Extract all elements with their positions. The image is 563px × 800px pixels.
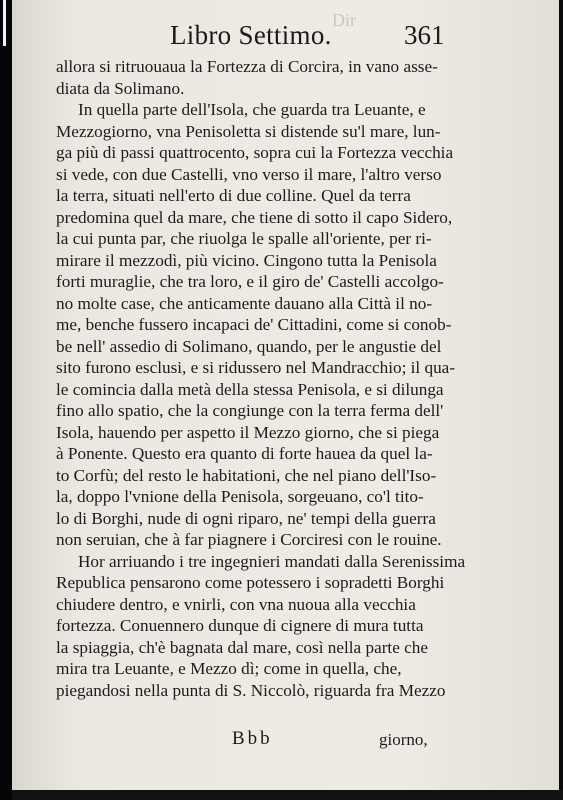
page-footer	[12, 728, 559, 754]
text-line: lo di Borghi, nude di ogni riparo, ne' tempi della guerra	[56, 508, 436, 528]
text-line: me, benche fussero incapaci de' Cittadini, come si conob-	[56, 315, 452, 334]
signature-mark: Bbb	[232, 728, 273, 749]
text-line: la, doppo l'vnione della Penisola, sorgeuano, co'l tito-	[56, 487, 424, 506]
text-line: Hor arriuando i tre ingegnieri mandati dalla Serenissima	[78, 551, 466, 571]
text-line: à Ponente. Questo era quanto di forte hauea da quel la-	[56, 444, 433, 463]
text-line: sito furono esclusi, e si ridussero nel Mandracchio; il qua-	[56, 358, 456, 377]
catchword: giorno,	[379, 730, 428, 749]
text-line: piegandosi nella punta di S. Niccolò, riguarda fra Mezzo	[56, 680, 446, 700]
text-line: la cui punta par, che riuolga le spalle all'oriente, per ri-	[56, 229, 432, 248]
text-line: chiudere dentro, e vnirli, con vna nuoua alla vecchia	[56, 594, 416, 614]
text-line: ga più di passi quattrocento, sopra cui la Fortezza vecchia	[56, 143, 454, 162]
text-line: la spiaggia, ch'è bagnata dal mare, così nella parte che	[56, 637, 428, 657]
text-line: predomina quel da mare, che tiene di sotto il capo Sidero,	[56, 207, 453, 227]
body-text	[56, 56, 526, 701]
text-line: le comincia dalla metà della stessa Penisola, e si dilunga	[56, 379, 444, 399]
text-line: In quella parte dell'Isola, che guarda tra Leuante, e	[78, 100, 426, 119]
text-line: si vede, con due Castelli, vno verso il mare, l'altro verso	[56, 164, 442, 184]
text-line: to Corfù; del resto le habitationi, che nel piano dell'Iso-	[56, 465, 437, 485]
scan-edge-highlight	[3, 0, 6, 46]
text-line: be nell' assedio di Solimano, quando, per le angustie del	[56, 336, 442, 356]
text-line: fino allo spatio, che la congiunge con la terra ferma dell'	[56, 401, 444, 420]
running-title: Libro Settimo.	[170, 20, 332, 50]
text-line: fortezza. Conuennero dunque di cignere di mura tutta	[56, 616, 424, 635]
text-line: non seruian, che à far piagnere i Corciresi con le rouine.	[56, 530, 442, 549]
text-line: allora si ritruouaua la Fortezza di Corcira, in vano asse-	[56, 57, 438, 76]
text-line: mirare il mezzodì, più vicino. Cingono tutta la Penisola	[56, 250, 437, 270]
scan-bottom-edge	[12, 790, 563, 800]
scan-left-edge	[0, 0, 12, 800]
text-line: Isola, hauendo per aspetto il Mezzo giorno, che si piega	[56, 422, 440, 442]
text-line: Republica pensarono come potessero i sopradetti Borghi	[56, 573, 445, 592]
show-through-text: Dir	[332, 10, 356, 30]
text-line: la terra, situati nell'erto di due colline. Quel da terra	[56, 186, 411, 205]
page-header	[12, 18, 559, 54]
text-line: Mezzogiorno, vna Penisoletta si distende su'l mare, lun-	[56, 121, 441, 141]
text-line: forti muraglie, che tra loro, e il giro de' Castelli accolgo-	[56, 272, 444, 291]
text-line: no molte case, che anticamente dauano alla Città il no-	[56, 293, 433, 313]
book-page	[12, 0, 559, 790]
text-line: diata da Solimano.	[56, 78, 185, 98]
page-number: 361	[404, 20, 445, 50]
text-line: mira tra Leuante, e Mezzo dì; come in quella, che,	[56, 659, 402, 678]
